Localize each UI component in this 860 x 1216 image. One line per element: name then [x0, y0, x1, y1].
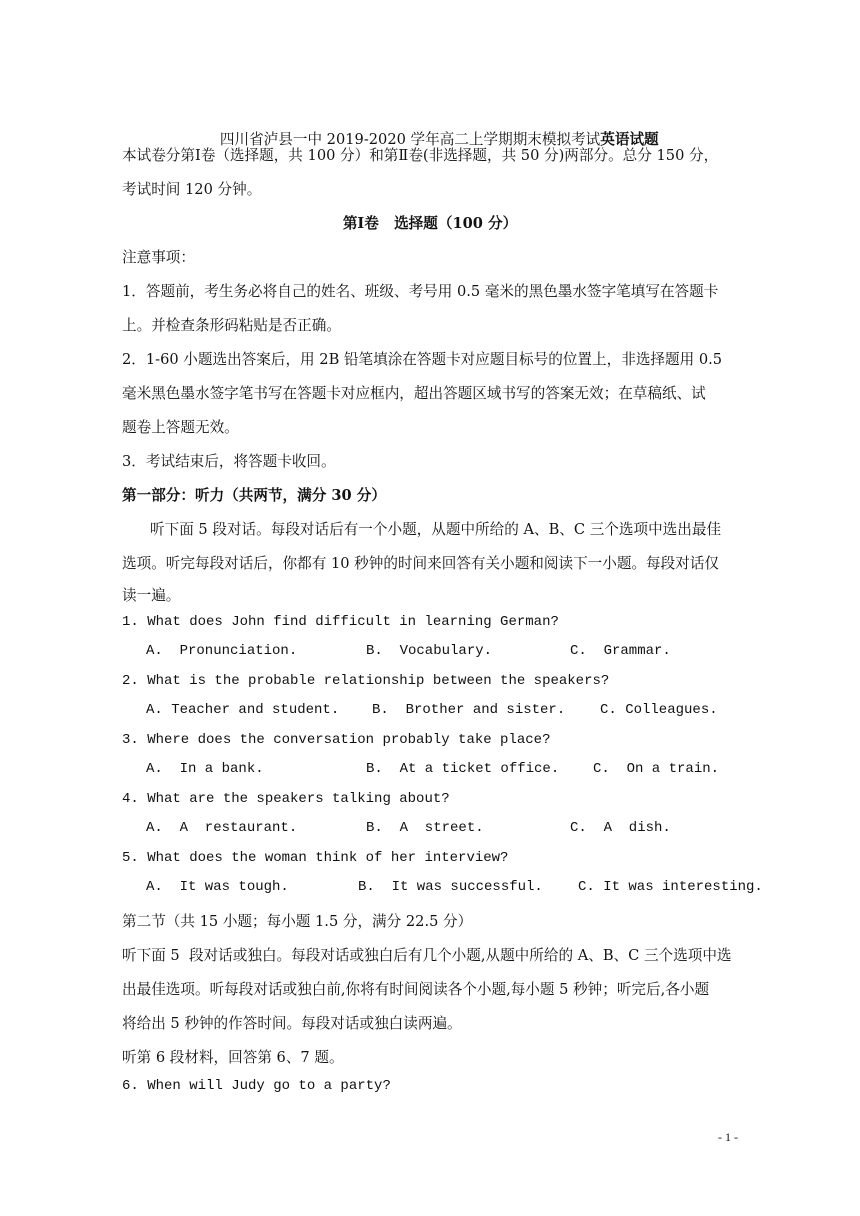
note-2-line-2: 毫米黑色墨水签字笔书写在答题卡对应框内，超出答题区域书写的答案无效；在草稿纸、试: [122, 385, 706, 402]
q2-option-c: C. Colleagues.: [600, 702, 718, 718]
title-prefix: 四川省泸县一中 2019-2020 学年高二上学期期末模拟考试: [219, 131, 601, 148]
page-number: - 1 -: [718, 1130, 738, 1144]
part1-instr-line-2: 选项。听完每段对话后，你都有 10 秒钟的时间来回答有关小题和阅读下一小题。每段对话仅: [122, 555, 720, 572]
section2-instr-line-3: 将给出 5 秒钟的作答时间。每段对话或独白读两遍。: [122, 1015, 462, 1032]
q1-option-c: C. Grammar.: [570, 643, 671, 659]
q3-option-b: B. At a ticket office.: [366, 761, 560, 777]
intro-line-2: 考试时间 120 分钟。: [122, 181, 262, 198]
q5-option-c: C. It was interesting.: [578, 879, 763, 895]
part1-instr-line-1: 听下面 5 段对话。每段对话后有一个小题，从题中所给的 A、B、C 三个选项中选出最佳: [150, 521, 722, 538]
q3-option-a: A. In a bank.: [146, 761, 264, 777]
question-1: 1. What does John find difficult in learning German?: [122, 614, 559, 630]
q4-option-a: A. A restaurant.: [146, 820, 298, 836]
question-2: 2. What is the probable relationship between the speakers?: [122, 673, 610, 689]
part1-heading: 第一部分：听力（共两节，满分 30 分）: [122, 487, 386, 504]
section2-heading: 第二节（共 15 小题；每小题 1.5 分，满分 22.5 分）: [122, 913, 473, 930]
note-1-line-2: 上。并检查条形码粘贴是否正确。: [122, 317, 341, 334]
q2-option-b: B. Brother and sister.: [372, 702, 566, 718]
question-6: 6. When will Judy go to a party?: [122, 1078, 391, 1094]
q1-option-b: B. Vocabulary.: [366, 643, 493, 659]
question-4: 4. What are the speakers talking about?: [122, 791, 450, 807]
title-suffix: 英语试题: [600, 131, 659, 148]
q5-option-b: B. It was successful.: [358, 879, 543, 895]
note-2-line-1: 2．1-60 小题选出答案后，用 2B 铅笔填涂在答题卡对应题目标号的位置上，非选择题用 0.5: [122, 351, 723, 368]
q1-option-a: A. Pronunciation.: [146, 643, 298, 659]
q4-option-b: B. A street.: [366, 820, 484, 836]
question-5: 5. What does the woman think of her interview?: [122, 850, 509, 866]
note-2-line-3: 题卷上答题无效。: [122, 419, 239, 436]
section2-material: 听第 6 段材料，回答第 6、7 题。: [122, 1049, 344, 1066]
intro-line-1: 本试卷分第Ⅰ卷（选择题，共 100 分）和第Ⅱ卷(非选择题，共 50 分)两部分。总分 150 分，: [122, 147, 719, 164]
q5-option-a: A. It was tough.: [146, 879, 289, 895]
q2-option-a: A. Teacher and student.: [146, 702, 340, 718]
section2-instr-line-2: 出最佳选项。听每段对话或独白前,你将有时间阅读各个小题,每小题 5 秒钟；听完后,各小题: [122, 981, 710, 998]
notes-heading: 注意事项：: [122, 249, 195, 266]
section2-instr-line-1: 听下面 5 段对话或独白。每段对话或独白后有几个小题,从题中所给的 A、B、C 三个选项中选: [122, 947, 732, 964]
note-3: 3．考试结束后，将答题卡收回。: [122, 453, 336, 470]
section-title: 第Ⅰ卷 选择题（100 分）: [342, 215, 518, 232]
q3-option-c: C. On a train.: [593, 761, 720, 777]
question-3: 3. Where does the conversation probably take place?: [122, 732, 551, 748]
part1-instr-line-3: 读一遍。: [122, 587, 181, 604]
q4-option-c: C. A dish.: [570, 820, 671, 836]
note-1-line-1: 1．答题前，考生务必将自己的姓名、班级、考号用 0.5 毫米的黑色墨水签字笔填写在答题卡: [122, 283, 719, 300]
